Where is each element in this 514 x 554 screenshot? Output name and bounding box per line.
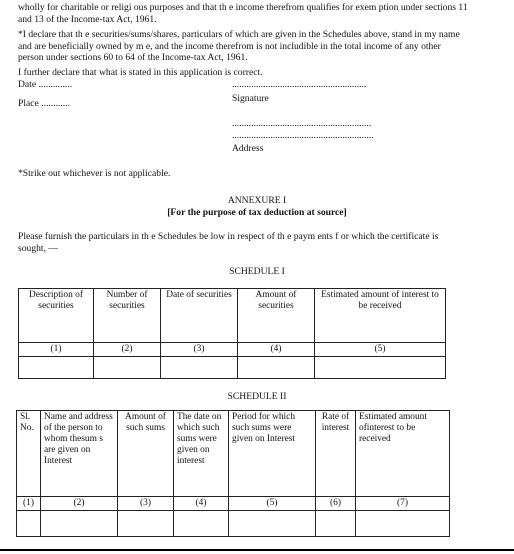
schedule-2-number-cell: (1) (17, 497, 41, 511)
schedule-1-header-cell: Date of securities (161, 289, 238, 343)
schedule-2-number-row (17, 497, 450, 511)
annexure-subtitle: [For the purpose of tax deduction at source] (167, 207, 347, 218)
date-label: Date (18, 79, 37, 90)
schedule-1-table (18, 288, 446, 379)
schedule-1-number-cell: (4) (238, 343, 315, 357)
schedule-1-header-cell: Description of securities (19, 289, 94, 343)
schedule-2-title: SCHEDULE II (227, 391, 287, 402)
schedule-1-number-row (19, 343, 446, 357)
schedule-2-header-row (17, 411, 450, 497)
annexure-title: ANNEXURE I (227, 195, 287, 206)
place-line (18, 98, 70, 110)
schedule-1-header-cell: Estimated amount of interest to be received (315, 289, 446, 343)
schedule-2-header-cell: The date on which such sums were given on interest (174, 411, 229, 497)
schedule-2-header-cell: Estimated amount ofinterest to be received (356, 411, 450, 497)
strike-out-note: *Strike out whichever is not applicable. (18, 168, 171, 179)
schedule-2-empty-row (17, 511, 450, 537)
schedule-1-title: SCHEDULE I (229, 266, 285, 277)
schedule-1-header-cell: Number of securities (94, 289, 161, 343)
schedule-1-header-cell: Amount of securities (238, 289, 315, 343)
schedule-1-number-cell: (2) (94, 343, 161, 357)
schedule-1-header-row (19, 289, 446, 343)
schedule-2-number-cell: (2) (41, 497, 118, 511)
address-dots-2: ........................................................... (232, 130, 374, 141)
schedule-2-header-cell: Amount of such sums (118, 411, 174, 497)
page-bottom-rule (0, 549, 514, 551)
schedule-2-number-cell: (6) (316, 497, 356, 511)
signature-label: Signature (232, 93, 269, 104)
schedule-2-header-cell: Period for which such sums were given on Interest (229, 411, 316, 497)
schedule-1-empty-row (19, 357, 446, 379)
schedule-1-number-cell: (3) (161, 343, 238, 357)
declaration-paragraph-2: *I declare that th e securities/sums/shares, particulars of which are given in the Schedules above, stand in my name and are beneficially owned by m e, and the income therefrom is not includible in the total income of any other person under sections 60 to 64 of the Income-tax Act, 1961. (18, 29, 460, 63)
schedule-2-header-cell: Sl. No. (17, 411, 41, 497)
schedule-2-number-cell: (3) (118, 497, 174, 511)
date-dots: .............. (38, 79, 73, 90)
schedule-1-number-cell: (1) (19, 343, 94, 357)
address-label: Address (232, 143, 264, 154)
place-dots: ............ (41, 98, 70, 109)
address-dots-1: .......................................................... (232, 118, 372, 129)
schedule-2-table (16, 410, 450, 537)
schedule-2-number-cell: (4) (174, 497, 229, 511)
declaration-paragraph-3: I further declare that what is stated in this application is correct. (18, 67, 263, 78)
schedule-1-number-cell: (5) (315, 343, 446, 357)
schedule-2-header-cell: Rate of interest (316, 411, 356, 497)
furnish-paragraph: Please furnish the particulars in th e Schedules be low in respect of th e paym ents f or which the certificate is sought, — (18, 231, 439, 254)
schedule-2-number-cell: (7) (356, 497, 450, 511)
schedule-2-number-cell: (5) (229, 497, 316, 511)
place-label: Place (18, 98, 39, 109)
date-line (18, 79, 72, 91)
declaration-paragraph-1: wholly for charitable or religi ous purposes and that th e income therefrom qualifies for exem ption under sections 11 and 13 of the Income-tax Act, 1961. (18, 2, 468, 25)
signature-dots: ........................................................ (232, 79, 367, 90)
schedule-2-header-cell: Name and address of the person to whom thesum s are given on Interest (41, 411, 118, 497)
